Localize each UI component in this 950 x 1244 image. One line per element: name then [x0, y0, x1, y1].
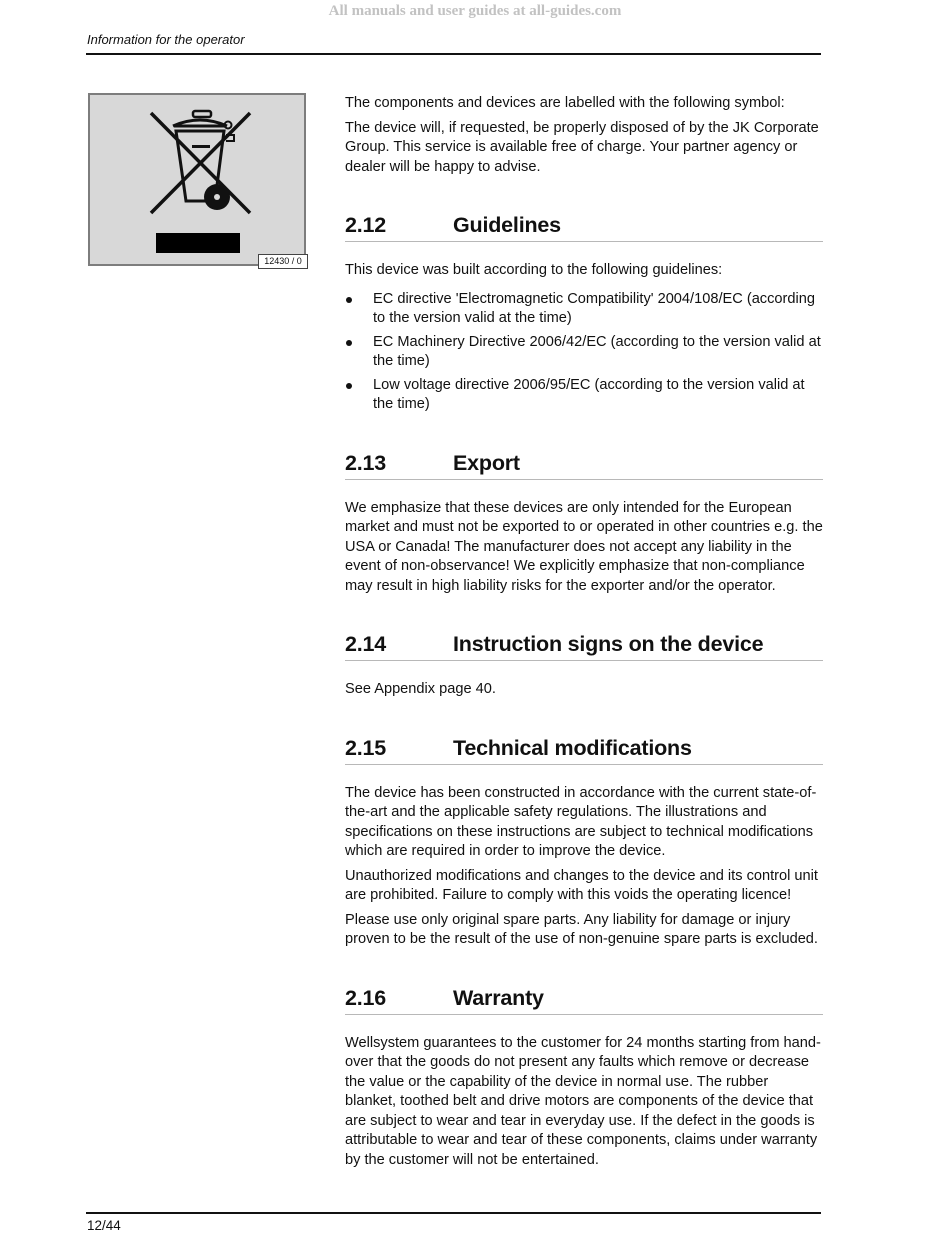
section-heading-guidelines	[345, 211, 823, 242]
crossed-out-bin-icon	[90, 95, 304, 264]
figure-label: 12430 / 0	[258, 254, 308, 269]
section-body-technical-modifications	[345, 784, 823, 950]
paragraph: This device was built according to the following guidelines:	[345, 262, 723, 278]
section-body-instruction-signs	[345, 680, 823, 700]
header-rule	[86, 53, 821, 55]
bullet-icon	[346, 297, 352, 303]
section-number: 2.16	[345, 985, 387, 1010]
intro-paragraph: The device will, if requested, be properly disposed of by the JK Corporate Group. This service is available free of charge. Your partner agency or dealer will be happy to advise.	[345, 119, 819, 175]
main-content	[345, 94, 823, 1175]
page-number: 12/44	[87, 1218, 121, 1233]
section-body-guidelines	[345, 261, 823, 415]
section-body-export	[345, 499, 823, 597]
section-number: 2.15	[345, 735, 387, 760]
paragraph: We emphasize that these devices are only intended for the European market and must not be exported to or operated in other countries e.g. the USA or Canada! The manufacturer does not accept any liability in the event of non-observance! We explicitly emphasize that non-compliance may result in high liability risks for the exporter and/or the operator.	[345, 499, 823, 594]
section-title: Technical modifications	[453, 735, 692, 760]
list-item-text: EC Machinery Directive 2006/42/EC (according to the version valid at the time)	[373, 333, 821, 369]
section-title: Warranty	[453, 985, 544, 1010]
disposal-symbol-figure	[88, 93, 306, 266]
bullet-icon	[346, 383, 352, 389]
section-title: Instruction signs on the device	[453, 632, 764, 656]
section-number: 2.14	[345, 632, 387, 656]
bullet-icon	[346, 340, 352, 346]
footer-rule	[86, 1212, 821, 1214]
section-heading-export	[345, 449, 823, 480]
section-number: 2.12	[345, 213, 387, 237]
paragraph: Wellsystem guarantees to the customer for 24 months starting from hand-over that the goods do not present any faults which remove or decrease the value or the capability of the device in normal use. The rubber blanket, toothed belt and drive motors are components of the device that are subject to wear and tear in everyday use. If the defect in the goods is attributable to wear and tear of these components, claims under warranty by the customer will not be entertained.	[345, 1034, 821, 1168]
intro-paragraph: The components and devices are labelled with the following symbol:	[345, 95, 785, 111]
paragraph: The device has been constructed in accordance with the current state-of-the-art and the applicable safety regulations. The illustrations and specifications on these instructions are subject to technical modifications which are required in order to improve the device.	[345, 784, 817, 859]
paragraph: Unauthorized modifications and changes to the device and its control unit are prohibited. Failure to comply with this voids the operating licence!	[345, 867, 818, 903]
section-heading-technical-modifications	[345, 734, 823, 765]
section-body-warranty	[345, 1034, 823, 1171]
list-item	[345, 333, 823, 372]
running-header: Information for the operator	[87, 32, 245, 47]
paragraph: Please use only original spare parts. Any liability for damage or injury proven to be the result of the use of non-genuine spare parts is excluded.	[345, 911, 818, 947]
watermark: All manuals and user guides at all-guides.com	[328, 3, 622, 19]
section-title: Export	[453, 450, 520, 475]
list-item	[345, 376, 823, 415]
section-heading-warranty	[345, 984, 823, 1015]
list-item-text: EC directive 'Electromagnetic Compatibility' 2004/108/EC (according to the version valid at the time)	[373, 290, 815, 326]
section-title: Guidelines	[453, 213, 561, 237]
section-heading-instruction-signs	[345, 630, 823, 661]
paragraph: See Appendix page 40.	[345, 681, 496, 697]
guidelines-list	[345, 290, 823, 415]
list-item-text: Low voltage directive 2006/95/EC (according to the version valid at the time)	[373, 376, 805, 412]
list-item	[345, 290, 823, 329]
section-number: 2.13	[345, 450, 387, 475]
